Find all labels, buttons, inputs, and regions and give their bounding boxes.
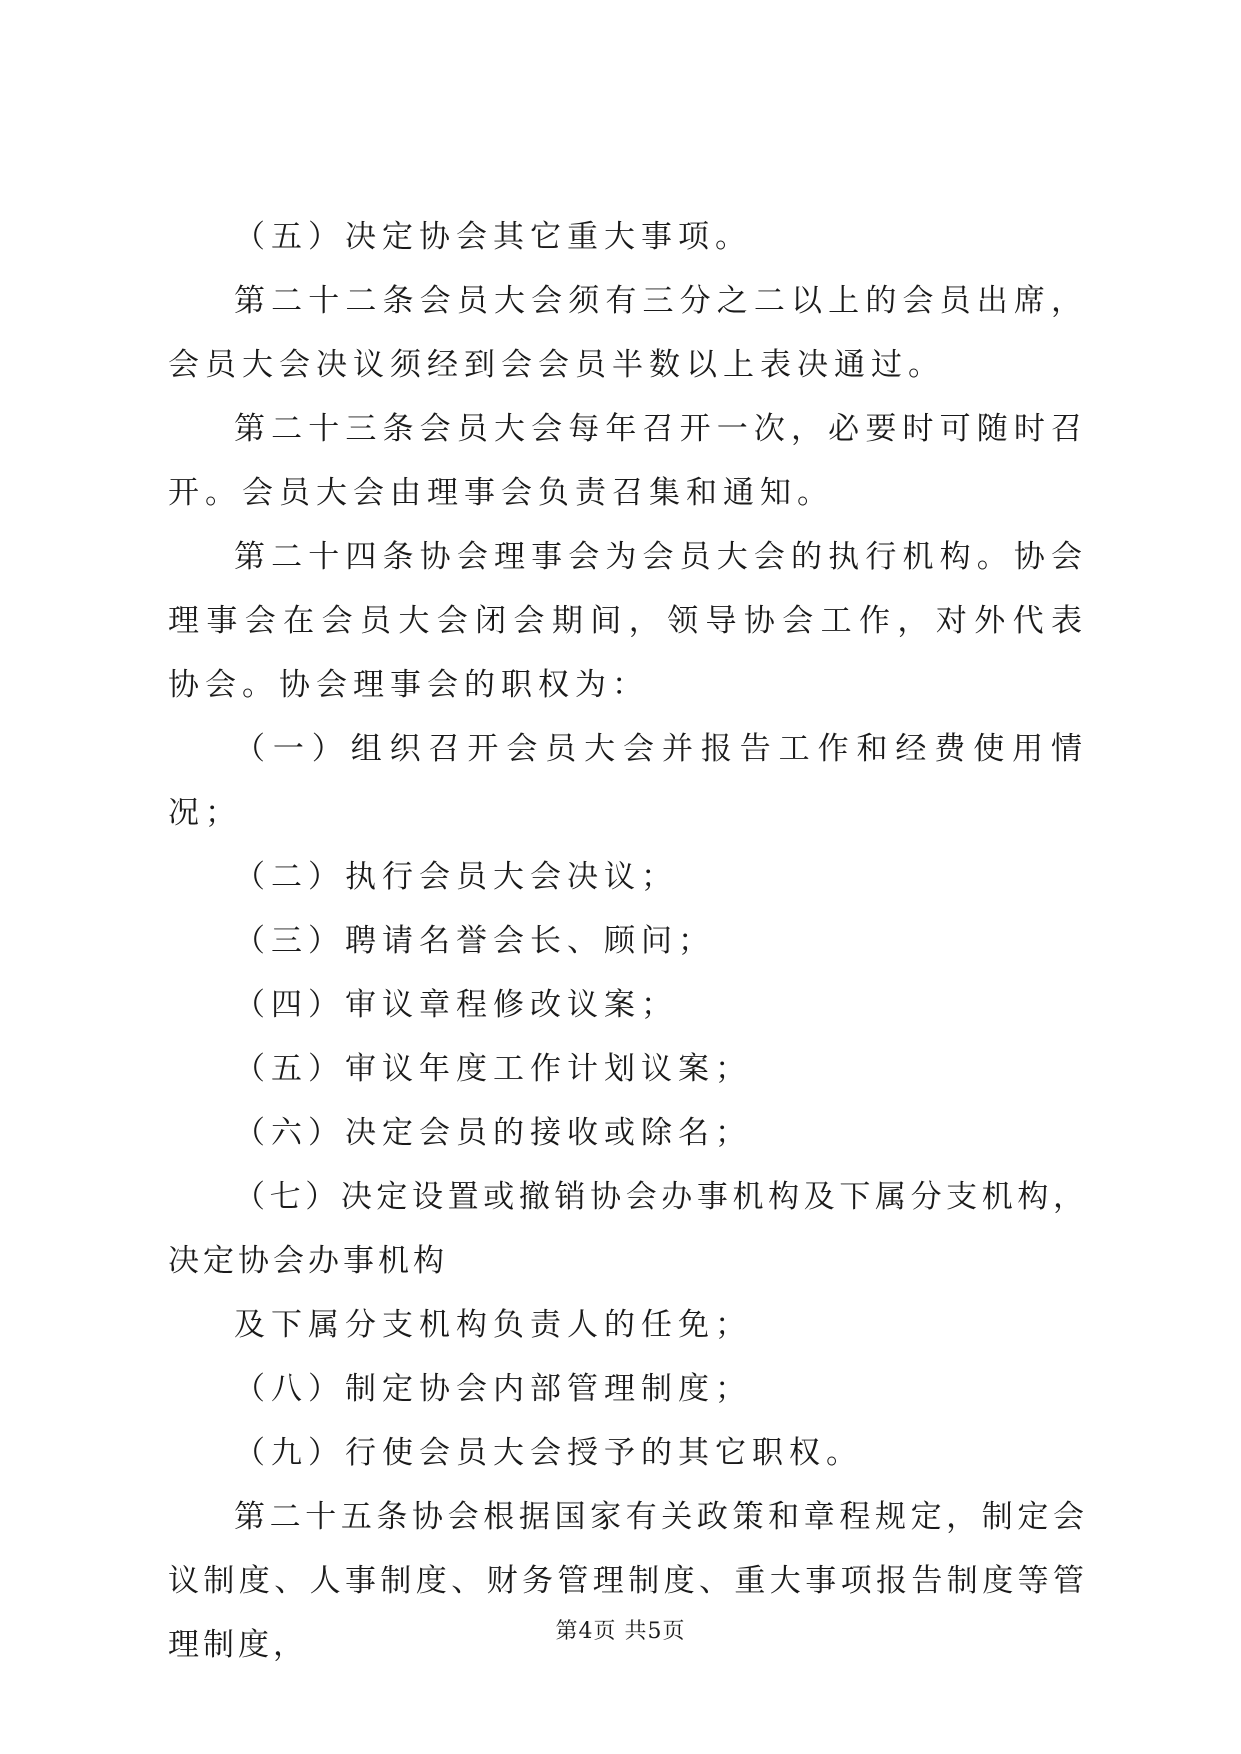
list-item: （九）行使会员大会授予的其它职权。 — [234, 1435, 863, 1471]
list-item: （三）聘请名誉会长、顾问； — [234, 923, 715, 959]
list-item: （一）组织召开会员大会并报告工作和经费使用情况； — [168, 731, 1088, 831]
list-item: （八）制定协会内部管理制度； — [234, 1371, 752, 1407]
list-item: （六）决定会员的接收或除名； — [234, 1115, 752, 1151]
page-number: 第4页 共5页 — [555, 1619, 686, 1644]
page-footer — [0, 1617, 1241, 1647]
list-item: （七）决定设置或撤销协会办事机构及下属分支机构，决定协会办事机构 — [168, 1179, 1088, 1279]
paragraph-article-24: 第二十四条协会理事会为会员大会的执行机构。协会理事会在会员大会闭会期间，领导协会工作，对外代表协会。协会理事会的职权为： — [168, 539, 1088, 703]
paragraph: （五）决定协会其它重大事项。 — [234, 219, 752, 255]
list-item: （四）审议章程修改议案； — [234, 987, 678, 1023]
paragraph-article-22: 第二十二条会员大会须有三分之二以上的会员出席，会员大会决议须经到会会员半数以上表决通过。 — [168, 283, 1088, 383]
paragraph-article-23: 第二十三条会员大会每年召开一次，必要时可随时召开。会员大会由理事会负责召集和通知。 — [168, 411, 1088, 511]
paragraph-article-25: 第二十五条协会根据国家有关政策和章程规定，制定会议制度、人事制度、财务管理制度、重大事项报告制度等管理制度， — [168, 1499, 1088, 1663]
list-item: （二）执行会员大会决议； — [234, 859, 678, 895]
document-body — [168, 205, 1088, 1677]
list-item: （五）审议年度工作计划议案； — [234, 1051, 752, 1087]
paragraph-continuation: 及下属分支机构负责人的任免； — [234, 1307, 752, 1343]
